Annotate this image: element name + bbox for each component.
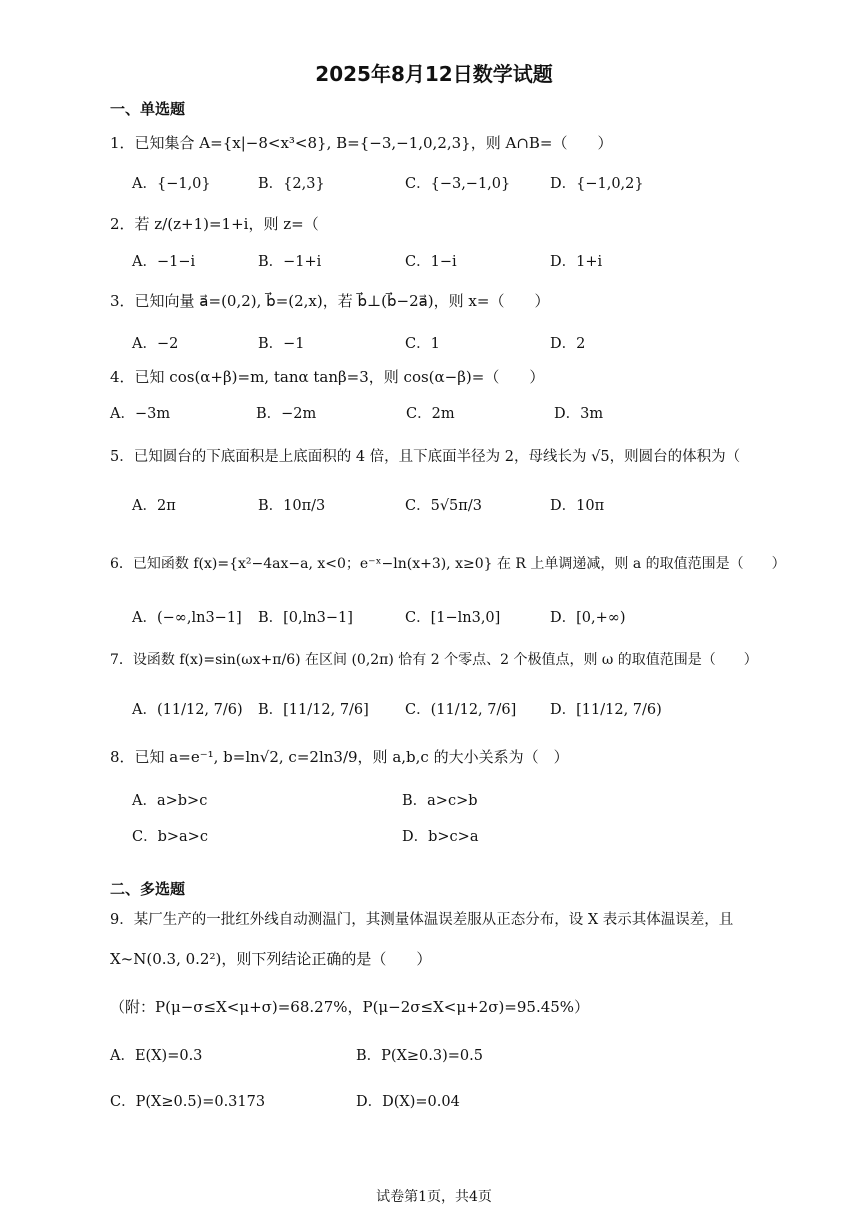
question-6-option-b: B．[0,ln3−1] xyxy=(258,610,353,626)
question-9-option-d: D．D(X)=0.04 xyxy=(356,1094,460,1110)
question-9-option-c: C．P(X≥0.5)=0.3173 xyxy=(110,1094,266,1110)
question-2-option-b: B．−1+i xyxy=(258,254,322,270)
question-3-option-c: C．1 xyxy=(405,336,440,352)
question-8-option-d: D．b>c>a xyxy=(402,829,479,845)
question-1-stem: 1．已知集合 A={x|−8<x³<8}, B={−3,−1,0,2,3}，则 A∩B=（ ） xyxy=(110,134,613,152)
question-9-note: （附：P(μ−σ≤X<μ+σ)=68.27%，P(μ−2σ≤X<μ+2σ)=95.45%） xyxy=(110,998,590,1016)
question-3-option-a: A．−2 xyxy=(132,336,179,352)
question-5-option-c: C．5√5π/3 xyxy=(405,498,482,514)
question-4-stem: 4．已知 cos(α+β)=m, tanα tanβ=3，则 cos(α−β)=（ ） xyxy=(110,368,545,386)
question-3-stem: 3．已知向量 a⃗=(0,2), b⃗=(2,x)，若 b⃗⊥(b⃗−2a⃗)，则 x=（ ） xyxy=(110,292,550,310)
question-1-option-a: A．{−1,0} xyxy=(132,176,211,192)
question-2-stem: 2．若 z/(z+1)=1+i，则 z=（ xyxy=(110,215,319,233)
page-footer: 试卷第1页，共4页 xyxy=(376,1189,492,1205)
question-9-stem-line2: X~N(0.3, 0.2²)，则下列结论正确的是（ ） xyxy=(110,950,432,968)
section-heading-single-choice: 一、单选题 xyxy=(110,100,186,118)
question-9-stem: 9．某厂生产的一批红外线自动测温门，其测量体温误差服从正态分布，设 X 表示其体温误差，且 xyxy=(110,912,734,928)
question-9-option-a: A．E(X)=0.3 xyxy=(110,1048,203,1064)
question-5-option-a: A．2π xyxy=(132,498,176,514)
page-title: 2025年8月12日数学试题 xyxy=(315,62,553,86)
question-3-option-b: B．−1 xyxy=(258,336,305,352)
question-9-option-b: B．P(X≥0.3)=0.5 xyxy=(356,1048,483,1064)
question-7-stem: 7．设函数 f(x)=sin(ωx+π/6) 在区间 (0,2π) 恰有 2 个零点、2 个极值点，则 ω 的取值范围是（ ） xyxy=(110,652,758,668)
question-6-stem: 6．已知函数 f(x)={x²−4ax−a, x<0；e⁻ˣ−ln(x+3), x≥0} 在 R 上单调递减，则 a 的取值范围是（ ） xyxy=(110,556,786,572)
question-5-option-d: D．10π xyxy=(550,498,605,514)
question-7-option-c: C．(11/12, 7/6] xyxy=(405,702,517,718)
question-5-stem: 5．已知圆台的下底面积是上底面积的 4 倍，且下底面半径为 2，母线长为 √5，则圆台的体积为（ xyxy=(110,449,741,465)
question-1-option-b: B．{2,3} xyxy=(258,176,325,192)
section-heading-multiple-choice: 二、多选题 xyxy=(110,880,186,898)
question-2-option-a: A．−1−i xyxy=(132,254,196,270)
question-2-option-c: C．1−i xyxy=(405,254,457,270)
question-6-option-a: A．(−∞,ln3−1] xyxy=(132,610,242,626)
question-7-option-d: D．[11/12, 7/6) xyxy=(550,702,662,718)
question-1-option-d: D．{−1,0,2} xyxy=(550,176,644,192)
question-1-option-c: C．{−3,−1,0} xyxy=(405,176,511,192)
question-8-stem: 8．已知 a=e⁻¹, b=ln√2, c=2ln3/9，则 a,b,c 的大小关系为（ ） xyxy=(110,748,569,766)
question-7-option-a: A．(11/12, 7/6) xyxy=(132,702,243,718)
question-5-option-b: B．10π/3 xyxy=(258,498,326,514)
question-8-option-c: C．b>a>c xyxy=(132,829,208,845)
question-4-option-a: A．−3m xyxy=(110,406,171,422)
question-8-option-b: B．a>c>b xyxy=(402,793,478,809)
question-6-option-d: D．[0,+∞) xyxy=(550,610,626,626)
question-7-option-b: B．[11/12, 7/6] xyxy=(258,702,369,718)
question-2-option-d: D．1+i xyxy=(550,254,603,270)
question-4-option-c: C．2m xyxy=(406,406,455,422)
question-3-option-d: D．2 xyxy=(550,336,586,352)
question-4-option-b: B．−2m xyxy=(256,406,317,422)
question-6-option-c: C．[1−ln3,0] xyxy=(405,610,501,626)
question-8-option-a: A．a>b>c xyxy=(132,793,208,809)
question-4-option-d: D．3m xyxy=(554,406,604,422)
